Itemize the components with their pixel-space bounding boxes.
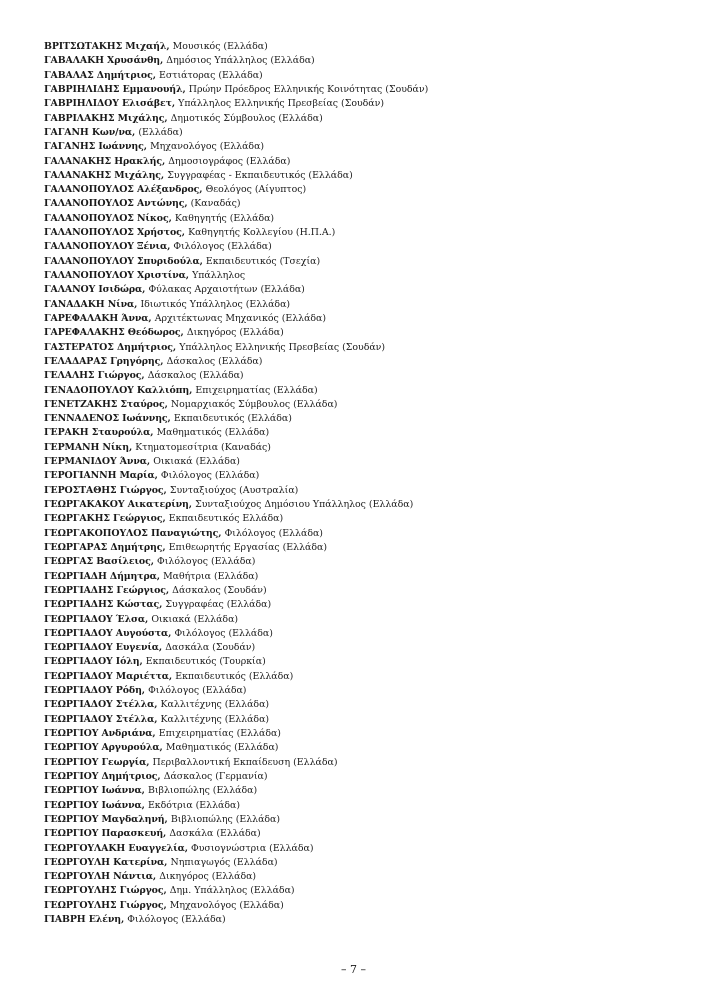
entry-description: (Καναδάς)	[190, 198, 241, 210]
entry-separator: ,	[172, 341, 180, 353]
name-list	[44, 40, 684, 927]
entry-description: Δάσκαλος (Ελλάδα)	[166, 355, 263, 367]
entry-name: ΓΑΓΑΝΗ Κων/να	[44, 126, 132, 138]
entry-separator: ,	[189, 384, 196, 396]
list-item	[44, 913, 684, 927]
entry-name: ΓΑΒΑΛΑΣ Δημήτριος	[44, 69, 153, 81]
list-item	[44, 54, 684, 68]
entry-name: ΓΑΣΤΕΡΑΤΟΣ Δημήτριος	[44, 341, 173, 353]
entry-name: ΓΑΛΑΝΟΠΟΥΛΟΣ Νίκος	[44, 212, 169, 224]
list-item	[44, 369, 684, 383]
entry-name: ΓΕΩΡΓΙΑΔΟΥ Ρόδη	[44, 685, 142, 697]
list-item	[44, 541, 684, 555]
page-number: – 7 –	[341, 963, 366, 976]
entry-separator: ,	[163, 885, 170, 897]
entry-separator: ,	[150, 556, 158, 568]
list-item	[44, 384, 684, 398]
entry-separator: ,	[168, 627, 175, 639]
entry-description: Μαθηματικός (Ελλάδα)	[165, 742, 279, 754]
entry-description: Συνταξιούχος (Αυστραλία)	[169, 484, 299, 496]
list-item	[44, 326, 684, 340]
entry-name: ΓΕΛΑΔΑΡΑΣ Γρηγόρης	[44, 355, 161, 367]
entry-name: ΓΕΩΡΓΑΚΟΠΟΥΛΟΣ Παναγιώτης	[44, 527, 219, 539]
entry-description: Δικηγόρος (Ελλάδα)	[186, 327, 284, 339]
entry-separator: ,	[180, 327, 187, 339]
entry-separator: ,	[128, 441, 136, 453]
list-item	[44, 856, 684, 870]
list-item	[44, 827, 684, 841]
entry-description: Φιλόλογος (Ελλάδα)	[148, 685, 247, 697]
entry-description: Δασκάλα (Ελλάδα)	[169, 828, 261, 840]
entry-description: Δάσκαλος (Γερμανία)	[163, 770, 268, 782]
entry-description: Θεολόγος (Αίγυπτος)	[205, 184, 307, 196]
entry-name: ΓΕΩΡΓΙΑΔΟΥ Στέλλα	[44, 699, 155, 711]
entry-separator: ,	[120, 914, 128, 926]
list-item	[44, 756, 684, 770]
list-item	[44, 226, 684, 240]
entry-description: Φιλόλογος (Ελλάδα)	[173, 241, 272, 253]
entry-name: ΓΕΩΡΓΙΑΔΗΣ Γεώργιος	[44, 584, 166, 596]
entry-separator: ,	[164, 856, 171, 868]
entry-name: ΓΕΝΕΤΖΑΚΗΣ Σταύρος	[44, 398, 165, 410]
entry-description: Βιβλιοπώλης (Ελλάδα)	[147, 785, 258, 797]
entry-name: ΓΑΡΕΦΑΛΑΚΗΣ Θεόδωρος	[44, 327, 181, 339]
entry-name: ΓΑΒΡΙΗΛΙΔΗΣ Εμμανουήλ	[44, 83, 183, 95]
entry-name: ΓΑΛΑΝΟΠΟΥΛΟΣ Αλέξανδρος	[44, 184, 200, 196]
entry-name: ΓΕΡΜΑΝΙΔΟΥ Άννα	[44, 456, 147, 468]
entry-separator: ,	[181, 227, 189, 239]
list-item	[44, 670, 684, 684]
entry-separator: ,	[199, 184, 206, 196]
entry-name: ΓΑΛΑΝΟΠΟΥΛΟΣ Αντώνης	[44, 198, 185, 210]
entry-name: ΓΑΛΑΝΟΠΟΥΛΟΣ Χρήστος	[44, 227, 182, 239]
entry-separator: ,	[154, 470, 161, 482]
entry-name: ΓΑΒΡΙΛΑΚΗΣ Μιχάλης	[44, 112, 165, 124]
entry-name: ΓΕΩΡΓΙΟΥ Παρασκευή	[44, 828, 164, 840]
entry-description: Καλλιτέχνης (Ελλάδα)	[160, 713, 270, 725]
entry-name: ΓΕΩΡΓΙΟΥ Δημήτριος	[44, 770, 158, 782]
list-item	[44, 842, 684, 856]
entry-description: Εκπαιδευτικός (Τουρκία)	[145, 656, 266, 668]
entry-separator: ,	[165, 584, 173, 596]
entry-name: ΓΕΩΡΓΙΟΥ Ιωάννα	[44, 799, 142, 811]
entry-separator: ,	[159, 599, 166, 611]
list-item	[44, 355, 684, 369]
entry-separator: ,	[150, 427, 157, 439]
entry-name: ΓΕΩΡΓΑΚΗΣ Γεώργιος	[44, 513, 163, 525]
list-item	[44, 484, 684, 498]
entry-name: ΓΕΩΡΓΙΑΔΟΥ Ιόλη	[44, 656, 140, 668]
entry-separator: ,	[156, 570, 164, 582]
entry-separator: ,	[141, 799, 148, 811]
entry-separator: ,	[164, 813, 171, 825]
list-item	[44, 741, 684, 755]
list-item	[44, 899, 684, 913]
entry-name: ΓΕΡΜΑΝΗ Νίκη	[44, 441, 129, 453]
list-item	[44, 69, 684, 83]
entry-description: Μηχανολόγος (Ελλάδα)	[169, 899, 284, 911]
entry-separator: ,	[171, 98, 179, 110]
list-item	[44, 426, 684, 440]
entry-name: ΓΕΝΝΑΔΕΝΟΣ Ιωάννης	[44, 413, 168, 425]
entry-name: ΓΕΩΡΓΙΟΥ Ιωάννα	[44, 785, 142, 797]
entry-description: Νηπιαγωγός (Ελλάδα)	[170, 856, 278, 868]
list-item	[44, 197, 684, 211]
list-item	[44, 655, 684, 669]
entry-description: Καθηγητής Κολλεγίου (Η.Π.Α.)	[188, 227, 336, 239]
list-item	[44, 312, 684, 326]
entry-description: (Ελλάδα)	[138, 126, 183, 138]
entry-name: ΓΕΩΡΓΙΑΔΟΥ Αυγούστα	[44, 627, 169, 639]
entry-description: Εστιάτορας (Ελλάδα)	[159, 69, 263, 81]
entry-name: ΓΑΛΑΝΟΠΟΥΛΟΥ Σπυριδούλα	[44, 255, 200, 267]
list-item	[44, 698, 684, 712]
entry-description: Βιβλιοπώλης (Ελλάδα)	[170, 813, 281, 825]
entry-description: Υπάλληλος Ελληνικής Πρεσβείας (Σουδάν)	[179, 341, 386, 353]
list-item	[44, 584, 684, 598]
entry-name: ΓΕΩΡΓΙΟΥ Ανδριάνα	[44, 728, 153, 739]
entry-name: ΒΡΙΤΣΩΤΑΚΗΣ Μιχαήλ	[44, 41, 167, 52]
entry-description: Φύλακας Αρχαιοτήτων (Ελλάδα)	[148, 284, 305, 296]
entry-separator: ,	[152, 871, 160, 883]
list-item	[44, 112, 684, 126]
entry-separator: ,	[164, 112, 171, 124]
list-item	[44, 183, 684, 197]
entry-description: Δασκάλα (Σουδάν)	[165, 642, 256, 654]
entry-separator: ,	[157, 770, 164, 782]
entry-description: Εκπαιδευτικός (Ελλάδα)	[175, 670, 294, 682]
entry-description: Υπάλληλος Ελληνικής Πρεσβείας (Σουδάν)	[178, 98, 384, 110]
entry-description: Υπάλληλος	[192, 270, 246, 281]
entry-description: Μουσικός (Ελλάδα)	[172, 41, 268, 52]
entry-description: Δημοσιογράφος (Ελλάδα)	[168, 155, 291, 167]
entry-name: ΓΕΩΡΓΙΑΔΟΥ Ευγενία	[44, 642, 159, 654]
entry-description: Φιλόλογος (Ελλάδα)	[157, 556, 256, 568]
entry-name: ΓΑΛΑΝΟΠΟΥΛΟΥ Χριστίνα	[44, 270, 186, 281]
entry-description: Φιλόλογος (Ελλάδα)	[174, 627, 273, 639]
entry-name: ΓΕΩΡΓΙΟΥ Μαγδαληνή	[44, 813, 165, 825]
entry-description: Εκπαιδευτικός (Τσεχία)	[205, 255, 321, 267]
entry-description: Οικιακά (Ελλάδα)	[153, 456, 240, 468]
list-item	[44, 398, 684, 412]
entry-separator: ,	[168, 212, 175, 224]
entry-description: Δάσκαλος (Σουδάν)	[172, 584, 267, 596]
list-item	[44, 283, 684, 297]
list-item	[44, 727, 684, 741]
entry-separator: ,	[162, 513, 169, 525]
list-item	[44, 598, 684, 612]
list-item	[44, 255, 684, 269]
list-item	[44, 155, 684, 169]
entry-name: ΓΕΡΟΣΤΑΘΗΣ Γιώργος	[44, 484, 164, 496]
entry-description: Συνταξιούχος Δημόσιου Υπάλληλος (Ελλάδα)	[195, 499, 414, 510]
entry-separator: ,	[163, 828, 170, 840]
entry-separator: ,	[144, 613, 152, 625]
entry-separator: ,	[141, 370, 148, 382]
entry-separator: ,	[162, 541, 169, 553]
entry-description: Επιχειρηματίας (Ελλάδα)	[195, 384, 318, 396]
list-item	[44, 641, 684, 655]
list-item	[44, 412, 684, 426]
list-item	[44, 169, 684, 183]
entry-name: ΓΕΩΡΓΟΥΛΗΣ Γιώργος	[44, 899, 164, 911]
entry-separator: ,	[158, 642, 166, 654]
list-item	[44, 97, 684, 111]
list-item	[44, 527, 684, 541]
entry-separator: ,	[184, 842, 192, 854]
entry-separator: ,	[184, 198, 191, 210]
entry-separator: ,	[131, 126, 139, 138]
entry-name: ΓΑΒΡΙΗΛΙΔΟΥ Ελισάβετ	[44, 98, 172, 110]
entry-name: ΓΑΒΑΛΑΚΗ Χρυσάνθη	[44, 55, 160, 67]
entry-name: ΓΕΩΡΓΟΥΛΑΚΗ Ευαγγελία	[44, 842, 185, 854]
entry-description: Οικιακά (Ελλάδα)	[151, 613, 239, 625]
list-item	[44, 613, 684, 627]
entry-separator: ,	[188, 499, 196, 510]
list-item	[44, 570, 684, 584]
entry-separator: ,	[163, 899, 170, 911]
entry-description: Καθηγητής (Ελλάδα)	[174, 212, 275, 224]
list-item	[44, 770, 684, 784]
entry-description: Δικηγόρος (Ελλάδα)	[159, 871, 257, 883]
entry-name: ΓΑΓΑΝΗΣ Ιωάννης	[44, 141, 144, 153]
list-item	[44, 341, 684, 355]
entry-name: ΓΕΝΑΔΟΠΟΥΛΟΥ Καλλιόπη	[44, 384, 190, 396]
entry-separator: ,	[163, 484, 170, 496]
entry-separator: ,	[159, 742, 166, 754]
entry-description: Μαθήτρια (Ελλάδα)	[163, 570, 259, 582]
entry-name: ΓΕΩΡΓΟΥΛΗΣ Γιώργος	[44, 885, 164, 897]
entry-separator: ,	[148, 312, 155, 324]
list-item	[44, 713, 684, 727]
list-item	[44, 813, 684, 827]
entry-name: ΓΑΛΑΝΟΥ Ισιδώρα	[44, 284, 143, 296]
entry-description: Συγγραφέας (Ελλάδα)	[165, 599, 272, 611]
list-item	[44, 126, 684, 140]
entry-description: Δημοτικός Σύμβουλος (Ελλάδα)	[170, 112, 323, 124]
entry-name: ΓΕΡΑΚΗ Σταυρούλα	[44, 427, 151, 439]
entry-name: ΓΕΩΡΓΑΣ Βασίλειος	[44, 556, 151, 568]
entry-separator: ,	[141, 785, 148, 797]
entry-name: ΓΕΩΡΓΑΡΑΣ Δημήτρης	[44, 541, 163, 553]
entry-separator: ,	[154, 699, 161, 711]
entry-name: ΓΕΩΡΓΙΑΔΟΥ Έλσα	[44, 613, 145, 625]
entry-name: ΓΑΛΑΝΑΚΗΣ Μιχάλης	[44, 169, 161, 181]
entry-name: ΓΕΩΡΓΙΟΥ Γεωργία	[44, 756, 147, 768]
entry-separator: ,	[218, 527, 225, 539]
entry-name: ΓΕΩΡΓΙΑΔΟΥ Μαριέττα	[44, 670, 169, 682]
entry-separator: ,	[166, 41, 173, 52]
entry-separator: ,	[141, 685, 149, 697]
entry-name: ΓΑΝΑΔΑΚΗ Νίνα	[44, 298, 135, 310]
entry-description: Φιλόλογος (Ελλάδα)	[224, 527, 323, 539]
entry-description: Συγγραφέας - Εκπαιδευτικός (Ελλάδα)	[167, 169, 353, 181]
entry-description: Αρχιτέκτωνας Μηχανικός (Ελλάδα)	[154, 312, 327, 324]
list-item	[44, 684, 684, 698]
entry-name: ΓΑΛΑΝΑΚΗΣ Ηρακλής	[44, 155, 162, 167]
list-item	[44, 498, 684, 512]
entry-description: Φιλόλογος (Ελλάδα)	[127, 914, 226, 926]
list-item	[44, 799, 684, 813]
entry-separator: ,	[139, 656, 146, 668]
entry-name: ΓΕΩΡΓΙΑΔΗ Δήμητρα	[44, 570, 157, 582]
entry-description: Νομαρχιακός Σύμβουλος (Ελλάδα)	[170, 398, 338, 410]
list-item	[44, 512, 684, 526]
list-item	[44, 140, 684, 154]
list-item	[44, 83, 684, 97]
entry-name: ΓΕΛΑΛΗΣ Γιώργος	[44, 370, 142, 382]
entry-description: Εκδότρια (Ελλάδα)	[147, 799, 240, 811]
entry-name: ΓΙΑΒΡΗ Ελένη	[44, 914, 121, 926]
entry-description: Ιδιωτικός Υπάλληλος (Ελλάδα)	[140, 298, 291, 310]
entry-description: Μαθηματικός (Ελλάδα)	[156, 427, 270, 439]
list-item	[44, 627, 684, 641]
entry-separator: ,	[142, 284, 149, 296]
entry-separator: ,	[146, 456, 154, 468]
list-item	[44, 441, 684, 455]
entry-separator: ,	[161, 155, 169, 167]
entry-description: Δημ. Υπάλληλος (Ελλάδα)	[169, 885, 295, 897]
list-item	[44, 240, 684, 254]
entry-separator: ,	[134, 298, 141, 310]
entry-description: Δάσκαλος (Ελλάδα)	[147, 370, 244, 382]
entry-separator: ,	[185, 270, 193, 281]
entry-separator: ,	[168, 670, 176, 682]
list-item	[44, 884, 684, 898]
entry-separator: ,	[146, 756, 153, 768]
entry-description: Φυσιογνώστρια (Ελλάδα)	[191, 842, 314, 854]
entry-description: Επιθεωρητής Εργασίας (Ελλάδα)	[168, 541, 327, 553]
list-item	[44, 469, 684, 483]
entry-name: ΓΕΩΡΓΙΟΥ Αργυρούλα	[44, 742, 160, 754]
entry-description: Περιβαλλοντική Εκπαίδευση (Ελλάδα)	[152, 756, 338, 768]
entry-separator: ,	[159, 55, 167, 67]
entry-name: ΓΕΩΡΓΙΑΔΟΥ Στέλλα	[44, 713, 155, 725]
list-item	[44, 298, 684, 312]
entry-separator: ,	[152, 728, 159, 739]
list-item	[44, 555, 684, 569]
entry-description: Δημόσιος Υπάλληλος (Ελλάδα)	[166, 55, 315, 67]
entry-name: ΓΕΩΡΓΟΥΛΗ Κατερίνα	[44, 856, 165, 868]
entry-separator: ,	[160, 355, 167, 367]
entry-name: ΓΑΡΕΦΑΛΑΚΗ Άννα	[44, 312, 149, 324]
entry-separator: ,	[143, 141, 151, 153]
entry-separator: ,	[167, 241, 174, 253]
entry-description: Κτηματομεσίτρια (Καναδάς)	[135, 441, 271, 453]
entry-name: ΓΕΩΡΓΟΥΛΗ Νάντια	[44, 871, 153, 883]
entry-name: ΓΕΡΟΓΙΑΝΝΗ Μαρία	[44, 470, 155, 482]
entry-description: Καλλιτέχνης (Ελλάδα)	[160, 699, 270, 711]
entry-name: ΓΕΩΡΓΑΚΑΚΟΥ Αικατερίνη	[44, 499, 189, 510]
list-item	[44, 455, 684, 469]
entry-description: Εκπαιδευτικός (Ελλάδα)	[173, 413, 292, 425]
list-item	[44, 784, 684, 798]
entry-separator: ,	[167, 413, 174, 425]
list-item	[44, 40, 684, 54]
entry-description: Μηχανολόγος (Ελλάδα)	[150, 141, 265, 153]
entry-separator: ,	[154, 713, 161, 725]
entry-separator: ,	[199, 255, 206, 267]
entry-name: ΓΑΛΑΝΟΠΟΥΛΟΥ Ξένια	[44, 241, 168, 253]
list-item	[44, 212, 684, 226]
entry-separator: ,	[182, 83, 189, 95]
entry-separator: ,	[164, 398, 171, 410]
entry-description: Φιλόλογος (Ελλάδα)	[160, 470, 260, 482]
entry-separator: ,	[152, 69, 160, 81]
list-item	[44, 870, 684, 884]
entry-description: Επιχειρηματίας (Ελλάδα)	[158, 728, 281, 739]
entry-separator: ,	[160, 169, 168, 181]
entry-description: Πρώην Πρόεδρος Ελληνικής Κοινότητας (Σουδάν)	[188, 83, 429, 95]
list-item	[44, 269, 684, 283]
entry-name: ΓΕΩΡΓΙΑΔΗΣ Κώστας	[44, 599, 160, 611]
entry-description: Εκπαιδευτικός Ελλάδα)	[168, 513, 284, 525]
